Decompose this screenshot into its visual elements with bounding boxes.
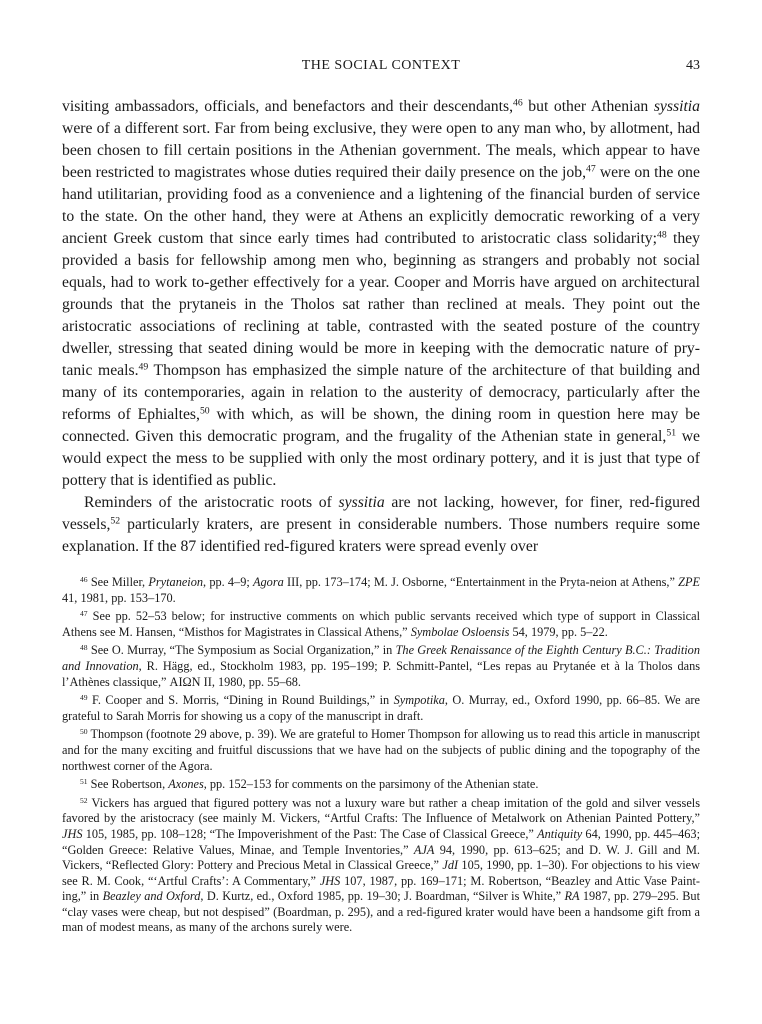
- footnote-49: $^{49}$ F. Cooper and S. Morris, “Dining in Round Buildings,” in Sympotika, O. Murray, ed., Oxford 1990, pp. 66–85. We are grateful to Sarah Morris for showing us a copy of the manuscript in draft.: [62, 692, 700, 723]
- running-head: [62, 58, 700, 82]
- footnote-ref-48: 48: [657, 229, 667, 241]
- body-paragraph-1: visiting ambassadors, officials, and benefactors and their descendants,$^{46}$ but other Athenian syssitia were of a different sort. Far from being exclusive, they were open to any man who, by allotment, had been chosen to fill certain positions in the Athenian government. The meals, which appear to have been restricted to magistrates whose duties required their daily presence on the job,$^{47}$ were on the one hand utilitarian, providing food as a convenience and a lightening of the financial burden of service to the state. On the other hand, they were at Athens an explicitly democratic reworking of a very ancient Greek custom that since early times had contributed to aristocratic class solidarity;$^{48}$ they provided a basis for fellowship among men who, beginning as strangers and probably not social equals, had to work to-gether effectively for a year. Cooper and Morris have argued on architectural grounds that the prytaneis in the Tholos sat rather than reclined at meals. They point out the aristocratic associations of reclining at table, contrasted with the seated posture of the country dweller, stressing that seated dining would be more in keeping with the democratic nature of pry-tanic meals.$^{49}$ Thompson has emphasized the simple nature of the architecture of that building and many of its contemporaries, again in relation to the austerity of democracy, particularly after the reforms of Ephialtes,$^{50}$ with which, as will be shown, the dining room in question here may be connected. Given this democratic program, and the frugality of the Athenian state in general,$^{51}$ we would expect the mess to be supplied with only the most ordinary pottery, and it is just that type of pottery that is identified as public.: [62, 97, 701, 489]
- footnotes: [62, 575, 700, 936]
- body-paragraph-2: Reminders of the aristocratic roots of syssitia are not lacking, however, for finer, red-figured vessels,$^{52}$ particularly kraters, are present in considerable numbers. Those numbers require some explanation. If the 87 identified red-figured kraters were spread evenly over: [62, 494, 700, 555]
- page-number: 43: [686, 58, 700, 73]
- footnote-ref-49: 49: [138, 361, 149, 373]
- footnote-46: $^{46}$ See Miller, Prytaneion, pp. 4–9; Agora III, pp. 173–174; M. J. Osborne, “Entertainment in the Pryta-neion at Athens,” ZPE 41, 1981, pp. 153–170.: [62, 574, 701, 605]
- footnote-ref-50: 50: [199, 405, 210, 417]
- footnote-ref-47: 47: [586, 163, 596, 175]
- footnote-48: $^{48}$ See O. Murray, “The Symposium as Social Organization,” in The Greek Renaissance of the Eighth Century B.C.: Tradition and Innovation, R. Hägg, ed., Stockholm 1983, pp. 195–199; P. Schmitt-Pantel, “Les repas au Prytanée et à la Tholos dans l’Athènes classique,” ΑΙΩΝ II, 1980, pp. 55–68.: [62, 643, 701, 689]
- footnote-ref-51: 51: [666, 427, 677, 439]
- footnote-47: $^{47}$ See pp. 52–53 below; for instructive comments on which public servants received which type of support in Classical Athens see M. Hansen, “Misthos for Magistrates in Classical Athens,” Symbolae Osloensis 54, 1979, pp. 5–22.: [62, 609, 700, 639]
- footnote-ref-46: 46: [513, 97, 523, 109]
- footnote-ref-52: 52: [110, 515, 121, 527]
- footnote-51: $^{51}$ See Robertson, Axones, pp. 152–153 for comments on the parsimony of the Athenian state.: [80, 776, 539, 792]
- running-title: THE SOCIAL CONTEXT: [301, 58, 461, 73]
- page: [62, 58, 700, 939]
- footnote-50: $^{50}$ Thompson (footnote 29 above, p. 39). We are grateful to Homer Thompson for allowing us to read this article in manuscript and for the many exciting and fruitful discussions that we have had on the subjects of public dining and the topography of the northwest corner of the Agora.: [62, 727, 700, 773]
- body-text: [62, 96, 700, 558]
- footnote-52: $^{52}$ Vickers has argued that figured pottery was not a luxury ware but rather a cheap imitation of the gold and silver vessels favored by the aristocracy (see mainly M. Vickers, “Artful Crafts: The Influence of Metalwork on Athenian Painted Pottery,” JHS 105, 1985, pp. 108–128; “The Impoverishment of the Past: The Case of Classical Greece,” Antiquity 64, 1990, pp. 445–463; “Golden Greece: Relative Values, Minae, and Temple Inventories,” AJA 94, 1990, pp. 613–625; and D. W. J. Gill and M. Vickers, “Reflected Glory: Pottery and Precious Metal in Classical Greece,” JdI 105, 1990, pp. 1–30). For objections to his view see R. M. Cook, “‘Artful Crafts’: A Commentary,” JHS 107, 1987, pp. 169–171; M. Robertson, “Beazley and Attic Vase Paint-ing,” in Beazley and Oxford, D. Kurtz, ed., Oxford 1985, pp. 19–30; J. Boardman, “Silver is White,” RA 1987, pp. 279–295. But “clay vases were cheap, but not despised” (Boardman, p. 295), and a red-figured krater would have been a handsome gift from a man of modest means, as many of the archons surely were.: [62, 795, 700, 935]
